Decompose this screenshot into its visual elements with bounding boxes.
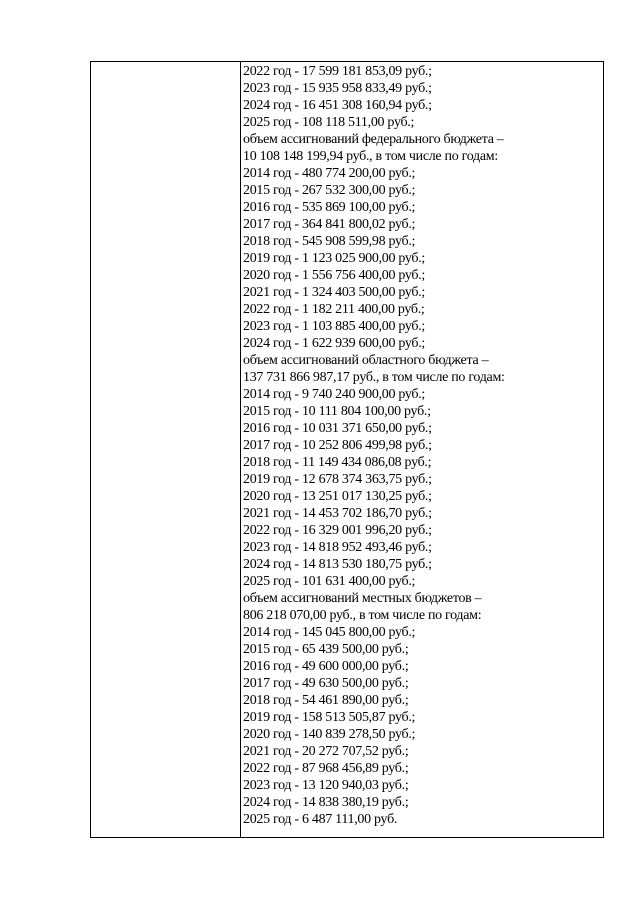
text-line: 2017 год - 10 252 806 499,98 руб.; [243,438,432,453]
text-line: 2023 год - 13 120 940,03 руб.; [243,778,409,793]
text-line: 2025 год - 101 631 400,00 руб.; [243,574,416,589]
text-line: 2021 год - 14 453 702 186,70 руб.; [243,506,432,521]
text-line: 2022 год - 17 599 181 853,09 руб.; [243,64,432,79]
table-left-cell [91,62,241,837]
text-line: 2016 год - 10 031 371 650,00 руб.; [243,421,432,436]
text-line: 2014 год - 480 774 200,00 руб.; [243,166,416,181]
text-line: 2017 год - 364 841 800,02 руб.; [243,217,416,232]
text-line: 2019 год - 158 513 505,87 руб.; [243,710,416,725]
text-line: 2024 год - 14 838 380,19 руб.; [243,795,409,810]
text-line: объем ассигнований федерального бюджета – [243,132,504,147]
text-line: 2019 год - 12 678 374 363,75 руб.; [243,472,432,487]
text-line: 2015 год - 10 111 804 100,00 руб.; [243,404,431,419]
text-line: 2017 год - 49 630 500,00 руб.; [243,676,409,691]
budget-table [90,61,604,838]
text-line: 2023 год - 15 935 958 833,49 руб.; [243,81,432,96]
text-line: 2022 год - 16 329 001 996,20 руб.; [243,523,432,538]
text-line: 806 218 070,00 руб., в том числе по годам: [243,608,482,623]
text-line: 2019 год - 1 123 025 900,00 руб.; [243,251,426,266]
text-line: 2023 год - 1 103 885 400,00 руб.; [243,319,426,334]
text-line: 2021 год - 20 272 707,52 руб.; [243,744,409,759]
text-line: 2022 год - 1 182 211 400,00 руб.; [243,302,425,317]
text-line: 2025 год - 108 118 511,00 руб.; [243,115,415,130]
text-line: 137 731 866 987,17 руб., в том числе по годам: [243,370,505,385]
text-line: 2022 год - 87 968 456,89 руб.; [243,761,409,776]
text-line: 2014 год - 9 740 240 900,00 руб.; [243,387,426,402]
table-right-cell [241,62,603,837]
text-line: 2016 год - 535 869 100,00 руб.; [243,200,416,215]
text-line: 10 108 148 199,94 руб., в том числе по годам: [243,149,498,164]
text-line: 2024 год - 1 622 939 600,00 руб.; [243,336,426,351]
text-line: объем ассигнований местных бюджетов – [243,591,482,606]
text-line: 2015 год - 65 439 500,00 руб.; [243,642,409,657]
text-line: 2020 год - 1 556 756 400,00 руб.; [243,268,426,283]
text-line: 2020 год - 13 251 017 130,25 руб.; [243,489,432,504]
text-line: 2015 год - 267 532 300,00 руб.; [243,183,416,198]
text-line: 2018 год - 545 908 599,98 руб.; [243,234,416,249]
text-line: 2025 год - 6 487 111,00 руб. [243,812,398,827]
text-line: 2023 год - 14 818 952 493,46 руб.; [243,540,432,555]
text-line: 2024 год - 16 451 308 160,94 руб.; [243,98,432,113]
text-line: 2024 год - 14 813 530 180,75 руб.; [243,557,432,572]
text-line: 2020 год - 140 839 278,50 руб.; [243,727,416,742]
text-line: 2016 год - 49 600 000,00 руб.; [243,659,409,674]
text-line: объем ассигнований областного бюджета – [243,353,489,368]
text-line: 2014 год - 145 045 800,00 руб.; [243,625,416,640]
text-line: 2018 год - 11 149 434 086,08 руб.; [243,455,432,470]
text-line: 2021 год - 1 324 403 500,00 руб.; [243,285,426,300]
text-line: 2018 год - 54 461 890,00 руб.; [243,693,409,708]
